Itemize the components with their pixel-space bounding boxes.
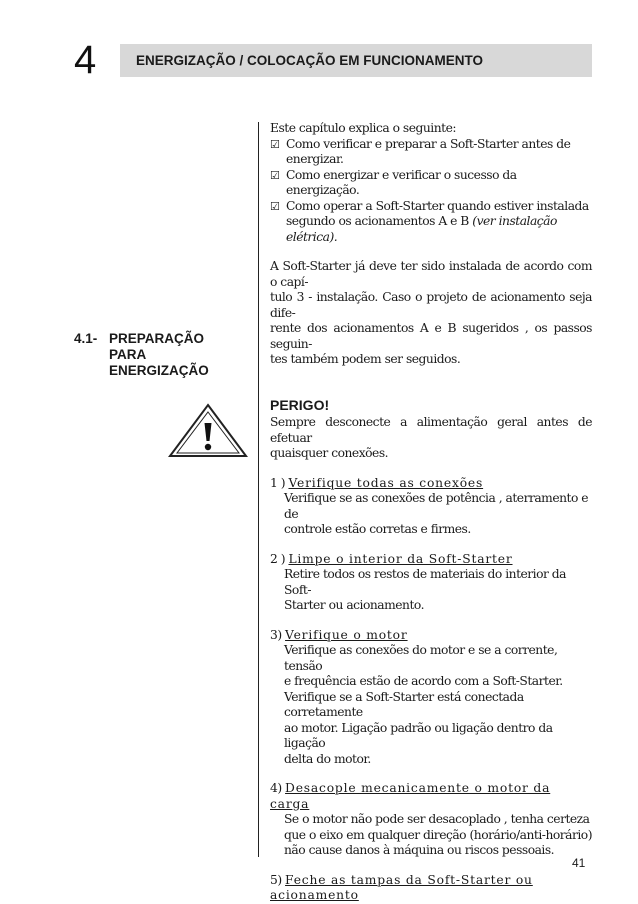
column-divider bbox=[258, 122, 259, 857]
checkbox-checked-icon: ☑ bbox=[270, 168, 280, 182]
step-item: 5) Feche as tampas da Soft-Starter ou acionamento bbox=[270, 872, 533, 902]
checklist-item: ☑ Como operar a Soft-Starter quando estiver instalada segundo os acionamentos A e B (ver instalação elétrica). bbox=[270, 198, 589, 244]
step-item: 2 ) Limpe o interior da Soft-Starter Retire todos os restos de materiais do interior da Soft- Starter ou acionamento. bbox=[270, 551, 566, 612]
intro-lead: Este capítulo explica o seguinte: bbox=[270, 121, 457, 135]
checkbox-checked-icon: ☑ bbox=[270, 199, 280, 213]
intro-paragraph: A Soft-Starter já deve ter sido instalada de acordo com o capí- tulo 3 - instalação. Caso o projeto de acionamento seja dife- rente dos acionamentos A e B sugeridos , os passos seguin- tes também podem ser seguidos. bbox=[270, 259, 592, 366]
section-heading bbox=[74, 331, 244, 379]
step-label: Verifique todas as conexões bbox=[288, 475, 484, 490]
section-title-line: PREPARAÇÃO bbox=[109, 331, 205, 346]
step-label: Verifique o motor bbox=[285, 627, 408, 642]
step-item: 3) Verifique o motor Verifique as conexões do motor e se a corrente, tensão e frequência estão de acordo com a Soft-Starter. Verifique se a Soft-Starter está conectada corretamente ao motor. Ligação padrão ou ligação dentro da ligação delta do motor. bbox=[270, 627, 563, 766]
page-number: 41 bbox=[572, 856, 586, 870]
chapter-number: 4 bbox=[74, 38, 97, 82]
intro-block bbox=[270, 121, 592, 368]
section-title-line: ENERGIZAÇÃO bbox=[109, 363, 209, 378]
checklist-item: ☑ Como verificar e preparar a Soft-Starter antes de energizar. bbox=[270, 136, 571, 166]
danger-block: PERIGO! Sempre desconecte a alimentação geral antes de efetuar quaisquer conexões. 1 ) Verifique todas as conexões Verifique se as conexões de potência , aterramento e de controle estão corretas e firmes. 2 ) Limpe o interior da Soft-Starter Retire todos os restos de materiais do interior da Soft- Starter ou acionamento. 3) Verifique o motor Verifique as conexões do motor e se a corrente, tensão e frequência estão de acordo com a Soft-Starter. Verifique se a Soft-Starter está conectada corretamente ao motor. Ligação padrão ou ligação dentro da ligação delta do motor. 4) Desacople mecanicamente o motor da carga Se o motor não pode ser desacoplado , tenha certeza que o eixo em qualquer direção (horário/anti-horário) não cause danos à máquina ou riscos pessoais. 5) Feche as tampas da Soft-Starter ou acionamento bbox=[270, 397, 593, 902]
chapter-title-banner: ENERGIZAÇÃO / COLOCAÇÃO EM FUNCIONAMENTO bbox=[120, 44, 592, 77]
step-label: Desacople mecanicamente o motor da carga bbox=[270, 781, 551, 811]
danger-title: PERIGO! bbox=[270, 397, 330, 413]
step-label: Limpe o interior da Soft-Starter bbox=[288, 551, 513, 566]
section-title-line: PARA bbox=[109, 347, 147, 362]
step-item: 4) Desacople mecanicamente o motor da carga Se o motor não pode ser desacoplado , tenha certeza que o eixo em qualquer direção (horário/anti-horário) não cause danos à máquina ou riscos pessoais. bbox=[270, 781, 593, 857]
section-number: 4.1- bbox=[74, 331, 98, 346]
step-item: 1 ) Verifique todas as conexões Verifique se as conexões de potência , aterramento e de controle estão corretas e firmes. bbox=[270, 475, 589, 536]
checkbox-checked-icon: ☑ bbox=[270, 137, 280, 151]
checklist-item: ☑ Como energizar e verificar o sucesso da energização. bbox=[270, 167, 517, 197]
warning-triangle-icon bbox=[168, 403, 248, 458]
step-label: Feche as tampas da Soft-Starter ou acionamento bbox=[270, 872, 533, 902]
